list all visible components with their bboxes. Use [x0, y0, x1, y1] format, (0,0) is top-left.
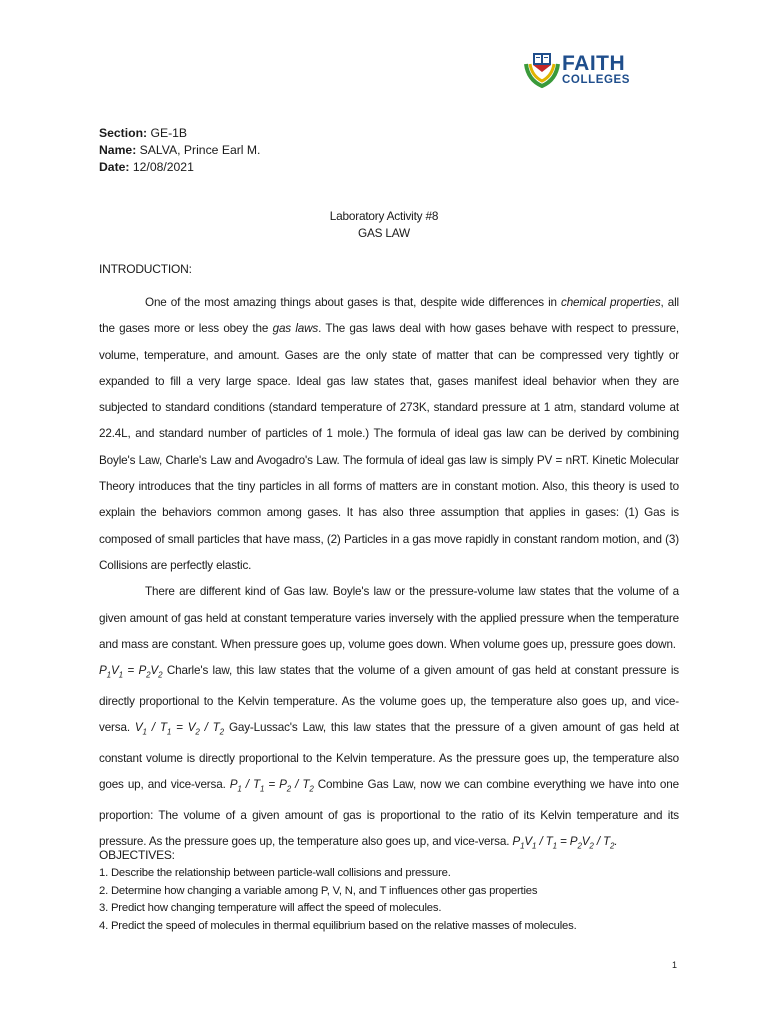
intro-paragraph-2	[99, 579, 679, 859]
intro-p2-text-c: Gay-Lussac's Law, this law states that the pressure of a given amount of gas held at constant volume is directly proportional to the Kelvin temperature. As the pressure goes up, the temperature also goes up, and vice-versa.	[99, 721, 679, 791]
intro-p1-emphasis-2: gas laws	[272, 322, 319, 336]
faith-colleges-logo	[524, 50, 644, 90]
list-item: 2. Determine how changing a variable among P, V, N, and T influences other gas properties	[99, 884, 538, 897]
intro-p1-text-c: . The gas laws deal with how gases behave with respect to pressure, volume, temperature, and amount. Gases are the only state of matter that can be compressed very tightly or expanded to fill a very large space. Ideal gas law states that, gases manifest ideal behavior when they are subjected to standard conditions (standard temperature of 273K, standard pressure at 1 atm, standard volume at 22.4L, and standard number of particles of 1 mole.) The formula of ideal gas law can be derived by combining Boyle's Law, Charle's Law and Avogadro's Law. The formula of ideal gas law is simply PV = nRT. Kinetic Molecular Theory introduces that the tiny particles in all forms of matters are in constant motion. Also, this theory is used to explain the behaviors common among gases. It has also three assumption that applies in gases: (1) Gas is composed of small particles that have mass, (2) Particles in a gas move rapidly in constant random motion, and (3) Collisions are perfectly elastic.	[99, 322, 680, 572]
introduction-body	[99, 290, 679, 860]
boyle-formula: $P_1V_1 = P_2V_2$	[99, 664, 163, 680]
name-value: SALVA, Prince Earl M.	[136, 143, 261, 157]
logo-subtitle: COLLEGES	[562, 74, 631, 86]
list-item: 3. Predict how changing temperature will affect the speed of molecules.	[99, 902, 442, 914]
intro-paragraph-1	[99, 290, 679, 579]
section-value: GE-1B	[147, 126, 188, 140]
date-label: Date:	[99, 160, 130, 174]
intro-p2-text-a: There are different kind of Gas law. Boyle's law or the pressure-volume law states that the volume of a given amount of gas held at constant temperature varies inversely with the applied pressure when the temperature and mass are constant. When pressure goes up, volume goes down. When volume goes up, pressure goes down.	[99, 585, 679, 651]
objectives-heading: OBJECTIVES:	[99, 848, 175, 862]
date-line	[99, 159, 260, 176]
name-label: Name:	[99, 143, 137, 157]
intro-p2-text-d: Combine Gas Law, now we can combine everything we have into one proportion: The volume of a given amount of gas is proportional to the ratio of its Kelvin temperature and its pressure. As the pressure goes up, the temperature also goes up, and vice-versa.	[99, 778, 679, 848]
intro-p1-text-b: , all the gases more or less obey the	[99, 296, 679, 336]
activity-title: Laboratory Activity #8	[329, 209, 439, 223]
gay-lussac-formula: $P_1 / T_1 = P_2 / T_2$	[229, 778, 314, 794]
name-line	[99, 142, 260, 159]
intro-p2-text-b: Charle's law, this law states that the volume of a given amount of gas held at constant pressure is directly proportional to the Kelvin temperature. As the volume goes up, the temperature also goes up, and vice-versa.	[99, 664, 679, 735]
objectives-list	[99, 865, 577, 935]
section-line	[99, 125, 260, 142]
college-seal-icon	[524, 50, 560, 90]
page-number: 1	[672, 960, 678, 970]
date-value: 12/08/2021	[129, 160, 194, 174]
list-item: 1. Describe the relationship between particle-wall collisions and pressure.	[99, 867, 451, 879]
list-item: 4. Predict the speed of molecules in thermal equilibrium based on the relative masses of molecules.	[99, 919, 577, 932]
section-label: Section:	[99, 126, 148, 140]
activity-subtitle: GAS LAW	[358, 226, 410, 240]
student-info	[99, 125, 260, 176]
intro-p1-emphasis-1: chemical properties	[561, 296, 661, 309]
logo-wordmark: FAITH	[562, 52, 626, 75]
intro-p1-text-a: One of the most amazing things about gases is that, despite wide differences in	[145, 296, 561, 309]
charles-formula: $V_1 / T_1 = V_2 / T_2$	[134, 721, 224, 737]
introduction-heading: INTRODUCTION:	[99, 262, 192, 276]
combined-formula: $P_1V_1 / T_1 = P_2V_2 / T_2$.	[512, 834, 618, 851]
